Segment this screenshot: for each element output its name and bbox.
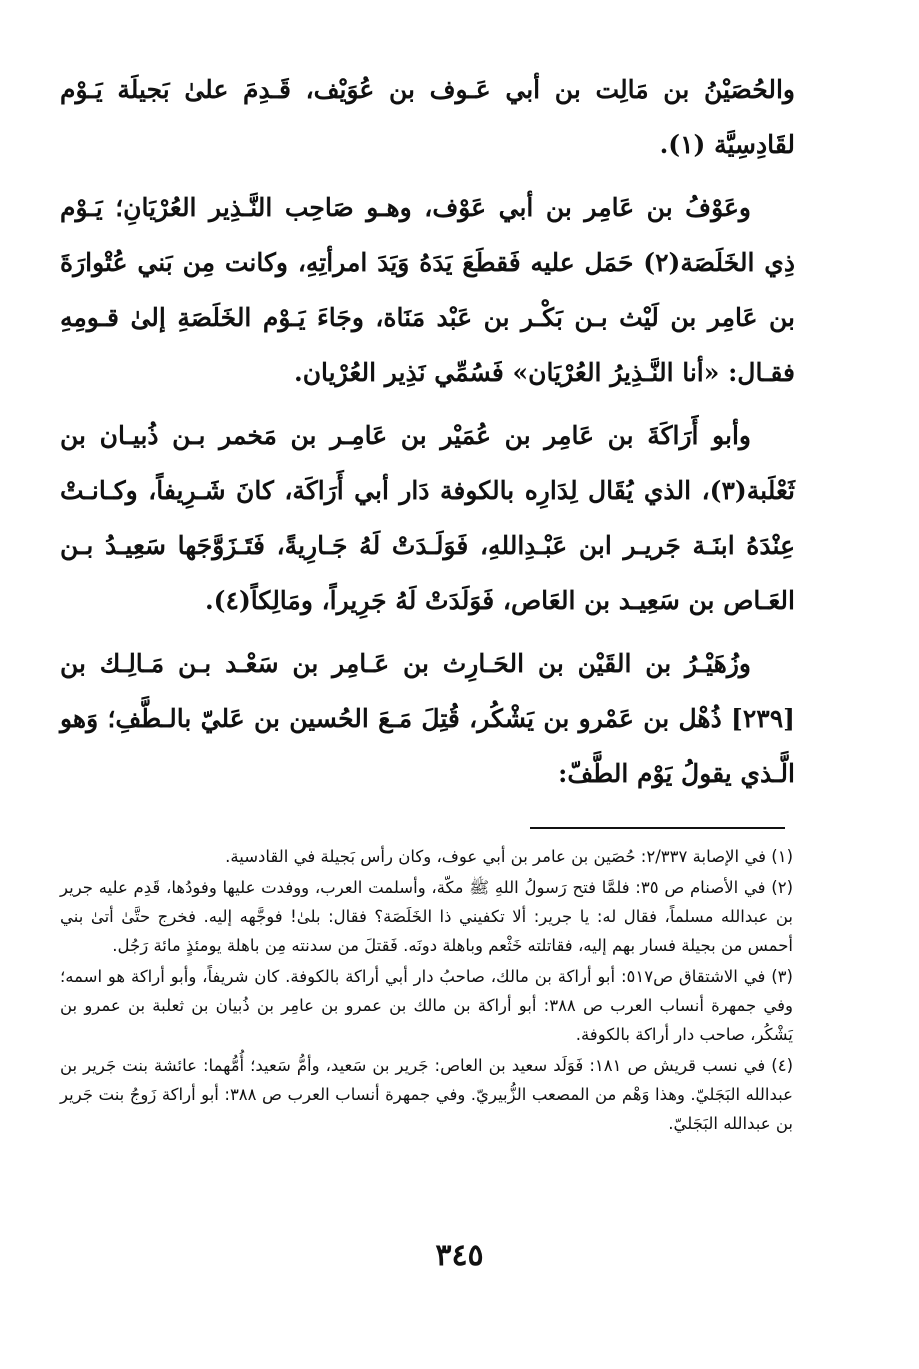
footnote-separator [530, 827, 785, 829]
page-number: ٣٤٥ [435, 1238, 484, 1273]
footnote-2: (٢) في الأصنام ص ٣٥: فلمَّا فتح رَسولُ اللهِ ﷺ مكّة، وأسلمت العرب، ووفدت عليها وفودُها، قَدِم عليه جرير بن عبدالله مسلماً، فقال له: يا جرير: ألا تكفيني ذا الخَلَصَة؟ فقال: بلىٰ! فوجَّهه إليه. فخرج حتَّىٰ أتىٰ بني أحمس من بجيلة فسار بهم إليه، فقاتلته خَثْعم وباهلة دونَه. فَقتلَ من سدنته مِن باهلة يومئذٍ مائة رَجُل. [60, 878, 793, 955]
footnote-1: (١) في الإصابة ٢/٣٣٧: حُصَين بن عامر بن أبي عوف، وكان رأس بَجيلة في القادسية. [225, 847, 793, 866]
footnote-4: (٤) في نسب قريش ص ١٨١: فَوَلَد سعيد بن العاص: جَرير بن سَعيد، وأمُّ سَعيد؛ أُمُّهما: عائشة بنت جَرير بن عبدالله البَجَليّ. وهذا وَهْم من المصعب الزُّبيريّ. وفي جمهرة أنساب العرب ص ٣٨٨: أبو أراكة زَوجُ بنت جَرير بن عبدالله البَجَليّ. [60, 1056, 794, 1133]
footnotes [60, 842, 793, 1140]
paragraph-abu-araka: وأبو أَرَاكَةَ بن عَامِر بن عُمَيْر بن عَامِـر بن مَخمر بـن ذُبيـان بن ثَعْلَبة(٣)، الذي يُقَال لِدَارِه بالكوفة دَار أبي أَرَاكَة، كانَ شَـرِيفاً، وكـانـتْ عِنْدَهُ ابنَـة جَريـر ابن عَبْـدِاللهِ، فَوَلَـدَتْ لَهُ جَـارِيةً، فَتَـزَوَّجَها سَعِيـدُ بـن العَـاص بن سَعِيـد بن العَاص، فَوَلَدَتْ لَهُ جَرِيراً، ومَالِكاً(٤). [60, 421, 795, 615]
paragraph-awf: وعَوْفُ بن عَامِر بن أبي عَوْف، وهـو صَاحِب النَّـذِير العُرْيَانِ؛ يَـوْم ذِي الخَلَصَة(٢) حَمَل عليه فَقطَعَ يَدَهُ وَيَدَ امرأتِهِ، وكانت مِن بَني عُتْوارَةَ بن عَامِر بن لَيْث بـن بَكْـر بن عَبْد مَنَاة، وجَاءَ يَـوْم الخَلَصَةِ إلىٰ قـومِهِ فقـال: «أنا النَّـذِيرُ العُرْيَان» فَسُمِّي نَذِير العُرْيان. [60, 193, 796, 387]
main-text [60, 62, 795, 809]
paragraph-husayn: والحُصَيْنُ بن مَالِت بن أبي عَـوف بن عُوَيْف، قَـدِمَ علىٰ بَجيلَة يَـوْم لقَادِسِيَّة (١). [60, 75, 795, 159]
footnote-3: (٣) في الاشتقاق ص٥١٧: أبو أراكة بن مالك، صاحبُ دار أبي أراكة بالكوفة. كان شريفاً، وأبو أراكة هو اسمه؛ وفي جمهرة أنساب العرب ص ٣٨٨: أبو أراكة بن مالك بن عمرو بن عامِر بن ذُبيان بن ثعلبة بن عمرو بن يَشْكُر، صاحب دار أراكة بالكوفة. [60, 967, 793, 1044]
paragraph-zuhayr: وزُهَيْـرُ بن القَيْن بن الحَـارِث بن عَـامِر بن سَعْـد بـن مَـالِـك بن [٢٣٩] ذُهْل بن عَمْرو بن يَشْكُر، قُتِلَ مَـعَ الحُسين بن عَليّ بالـطَّفِ؛ وَهو الَّـذي يقولُ يَوْم الطَّفّ: [60, 649, 795, 788]
